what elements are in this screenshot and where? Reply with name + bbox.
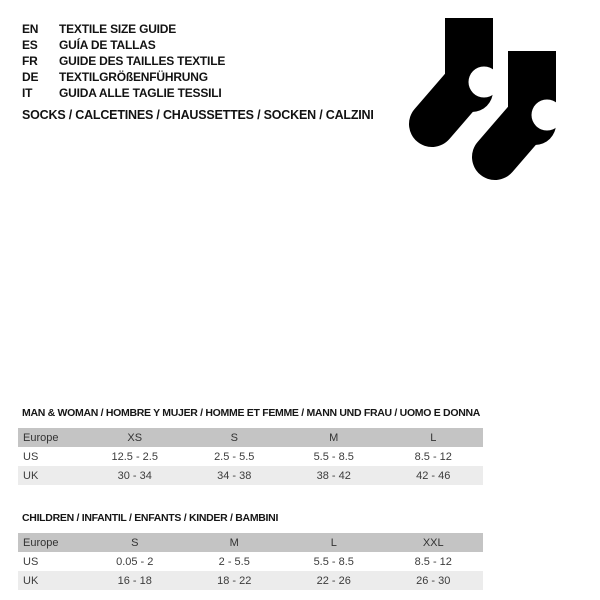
sock-back-shape	[432, 18, 500, 124]
column-header-size: S	[185, 428, 285, 447]
column-header-size: M	[185, 533, 285, 552]
table-row-uk	[18, 466, 483, 485]
language-label: GUIDE DES TAILLES TEXTILE	[59, 54, 226, 68]
table-row-uk	[18, 571, 483, 590]
column-header-region: Europe	[18, 533, 85, 552]
column-header-size: M	[284, 428, 384, 447]
size-cell: 38 - 42	[316, 469, 351, 482]
language-list	[22, 21, 225, 101]
language-row	[22, 85, 225, 101]
size-table	[18, 428, 483, 485]
column-header-size: L	[384, 428, 484, 447]
size-cell: 2 - 5.5	[218, 555, 250, 568]
size-cell: 5.5 - 8.5	[313, 555, 354, 568]
language-code: DE	[22, 70, 39, 84]
size-cell: 30 - 34	[117, 469, 152, 482]
row-label: UK	[23, 574, 39, 587]
column-header-size: S	[85, 533, 185, 552]
language-row	[22, 69, 225, 85]
row-label: US	[23, 450, 39, 463]
column-header-region: Europe	[18, 428, 85, 447]
language-code: FR	[22, 54, 38, 68]
size-cell: 42 - 46	[416, 469, 451, 482]
language-label: TEXTILE SIZE GUIDE	[59, 22, 177, 36]
language-label: GUÍA DE TALLAS	[59, 38, 156, 52]
table-row-us	[18, 552, 483, 571]
size-cell: 5.5 - 8.5	[313, 450, 354, 463]
socks-icon	[400, 5, 570, 190]
size-cell: 26 - 30	[416, 574, 451, 587]
language-row	[22, 21, 225, 37]
language-label: TEXTILGRÖßENFÜHRUNG	[59, 70, 208, 84]
table-header-row	[18, 533, 483, 552]
column-header-size: L	[284, 533, 384, 552]
size-cell: 8.5 - 12	[414, 555, 452, 568]
sock-front-shape	[495, 51, 563, 157]
language-row	[22, 37, 225, 53]
size-table-adult	[18, 407, 483, 485]
row-label: UK	[23, 469, 39, 482]
size-cell: 0.05 - 2	[116, 555, 154, 568]
size-table-children	[18, 512, 483, 590]
table-row-us	[18, 447, 483, 466]
size-cell: 2.5 - 5.5	[214, 450, 255, 463]
category-heading: SOCKS / CALCETINES / CHAUSSETTES / SOCKEN / CALZINI	[22, 108, 374, 122]
language-row	[22, 53, 225, 69]
size-cell: 34 - 38	[217, 469, 252, 482]
table-header-row	[18, 428, 483, 447]
table-title-adult: MAN & WOMAN / HOMBRE Y MUJER / HOMME ET FEMME / MANN UND FRAU / UOMO E DONNA	[22, 407, 481, 419]
size-cell: 12.5 - 2.5	[111, 450, 158, 463]
language-code: EN	[22, 22, 39, 36]
language-label: GUIDA ALLE TAGLIE TESSILI	[59, 86, 222, 100]
column-header-size: XS	[85, 428, 185, 447]
row-label: US	[23, 555, 39, 568]
size-cell: 8.5 - 12	[414, 450, 452, 463]
language-code: ES	[22, 38, 38, 52]
size-table	[18, 533, 483, 590]
size-cell: 18 - 22	[217, 574, 252, 587]
column-header-size: XXL	[384, 533, 484, 552]
size-cell: 22 - 26	[316, 574, 351, 587]
language-code: IT	[22, 86, 33, 100]
table-title-children: CHILDREN / INFANTIL / ENFANTS / KINDER / BAMBINI	[22, 512, 279, 524]
size-cell: 16 - 18	[117, 574, 152, 587]
